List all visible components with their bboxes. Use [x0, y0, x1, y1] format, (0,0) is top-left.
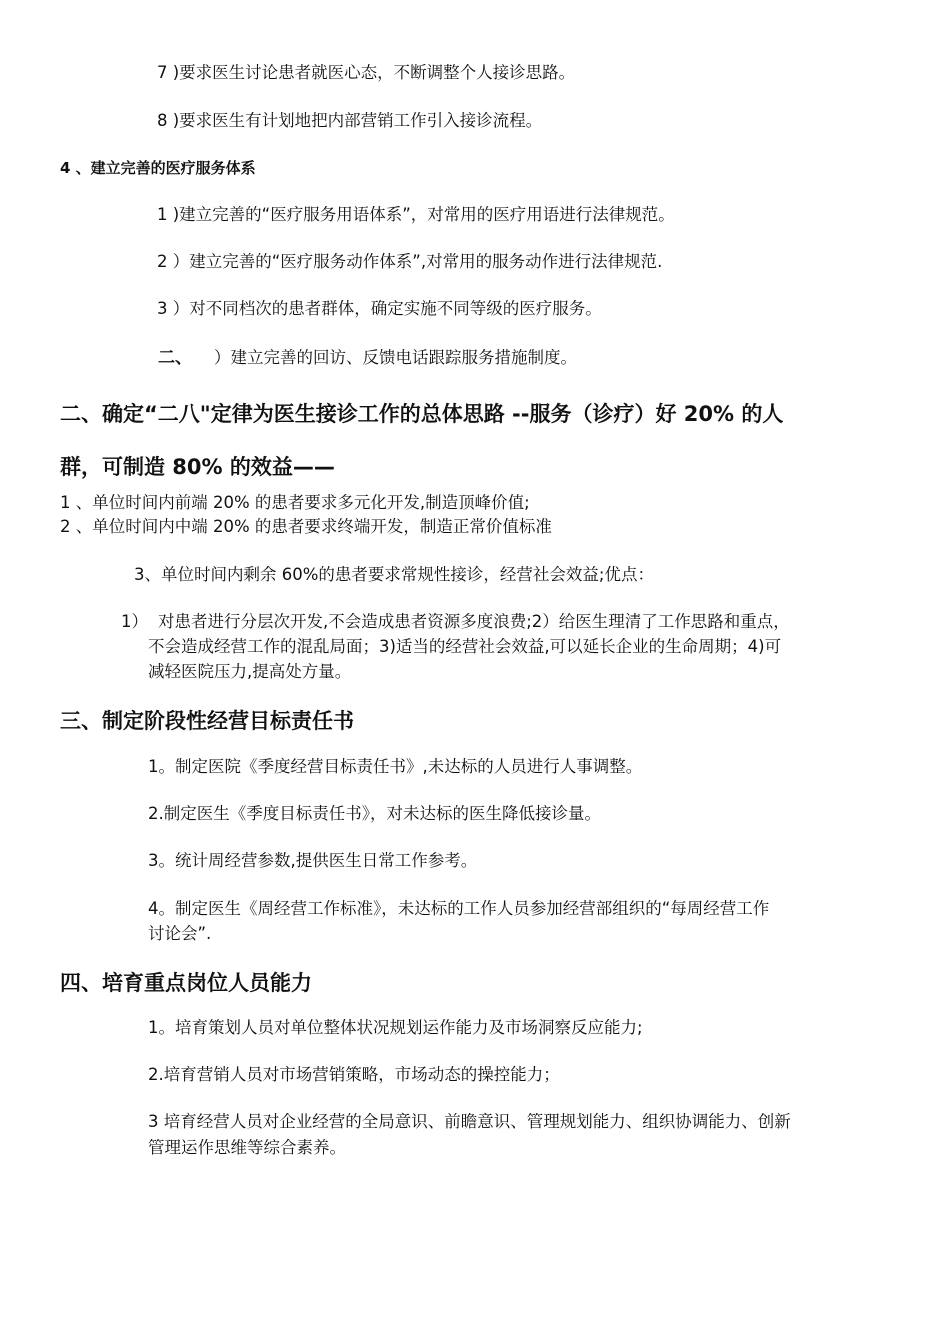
subsection-item-4-text: ）建立完善的回访、反馈电话跟踪服务措施制度。 — [214, 348, 577, 367]
section3-item-4-line2: 讨论会”. — [148, 924, 212, 943]
section2-item-3: 3、单位时间内剩余 60%的患者要求常规性接诊，经营社会效益;优点： — [134, 565, 654, 584]
section4-item-3-line2: 管理运作思维等综合素养。 — [148, 1138, 346, 1157]
subsection-item-4-marker: 二、 — [158, 348, 192, 368]
subsection-item-2: 2 ）建立完善的“医疗服务动作体系”,对常用的服务动作进行法律规范. — [157, 252, 663, 271]
benefit-line-2: 不会造成经营工作的混乱局面；3)适当的经营社会效益,可以延长企业的生命周期；4)可 — [148, 637, 782, 656]
subsection-item-3: 3 ）对不同档次的患者群体，确定实施不同等级的医疗服务。 — [157, 299, 602, 318]
section3-item-3: 3。统计周经营参数,提供医生日常工作参考。 — [148, 851, 478, 870]
subsection-heading-4: 4 、建立完善的医疗服务体系 — [60, 159, 256, 177]
list-item-7: 7 )要求医生讨论患者就医心态，不断调整个人接诊思路。 — [157, 63, 576, 82]
benefit-marker: 1） — [121, 612, 148, 631]
subsection-item-1: 1 )建立完善的“医疗服务用语体系”，对常用的医疗用语进行法律规范。 — [157, 205, 675, 224]
section2-item-2: 2 、单位时间内中端 20% 的患者要求终端开发，制造正常价值标准 — [60, 517, 552, 536]
section4-item-1: 1。培育策划人员对单位整体状况规划运作能力及市场洞察反应能力; — [148, 1018, 643, 1037]
section-heading-2-line1: 二、确定“二八"定律为医生接诊工作的总体思路 --服务（诊疗）好 20% 的人 — [60, 402, 784, 426]
section2-item-1: 1 、单位时间内前端 20% 的患者要求多元化开发,制造顶峰价值; — [60, 493, 530, 512]
section3-item-1: 1。制定医院《季度经营目标责任书》,未达标的人员进行人事调整。 — [148, 757, 643, 776]
list-item-8: 8 )要求医生有计划地把内部营销工作引入接诊流程。 — [157, 111, 543, 130]
section3-item-4-line1: 4。制定医生《周经营工作标准》，未达标的工作人员参加经营部组织的“每周经营工作 — [148, 899, 770, 918]
section4-item-3-line1: 3 培育经营人员对企业经营的全局意识、前瞻意识、管理规划能力、组织协调能力、创新 — [148, 1112, 791, 1131]
benefit-line-1: 对患者进行分层次开发,不会造成患者资源多度浪费;2）给医生理清了工作思路和重点， — [158, 612, 790, 631]
section-heading-3: 三、制定阶段性经营目标责任书 — [60, 709, 354, 733]
section4-item-2: 2.培育营销人员对市场营销策略，市场动态的操控能力； — [148, 1065, 560, 1084]
benefit-line-3: 减轻医院压力,提高处方量。 — [148, 662, 352, 681]
section-heading-2-line2: 群，可制造 80% 的效益—— — [60, 455, 335, 479]
section-heading-4: 四、培育重点岗位人员能力 — [60, 971, 312, 995]
section3-item-2: 2.制定医生《季度目标责任书》，对未达标的医生降低接诊量。 — [148, 804, 601, 823]
